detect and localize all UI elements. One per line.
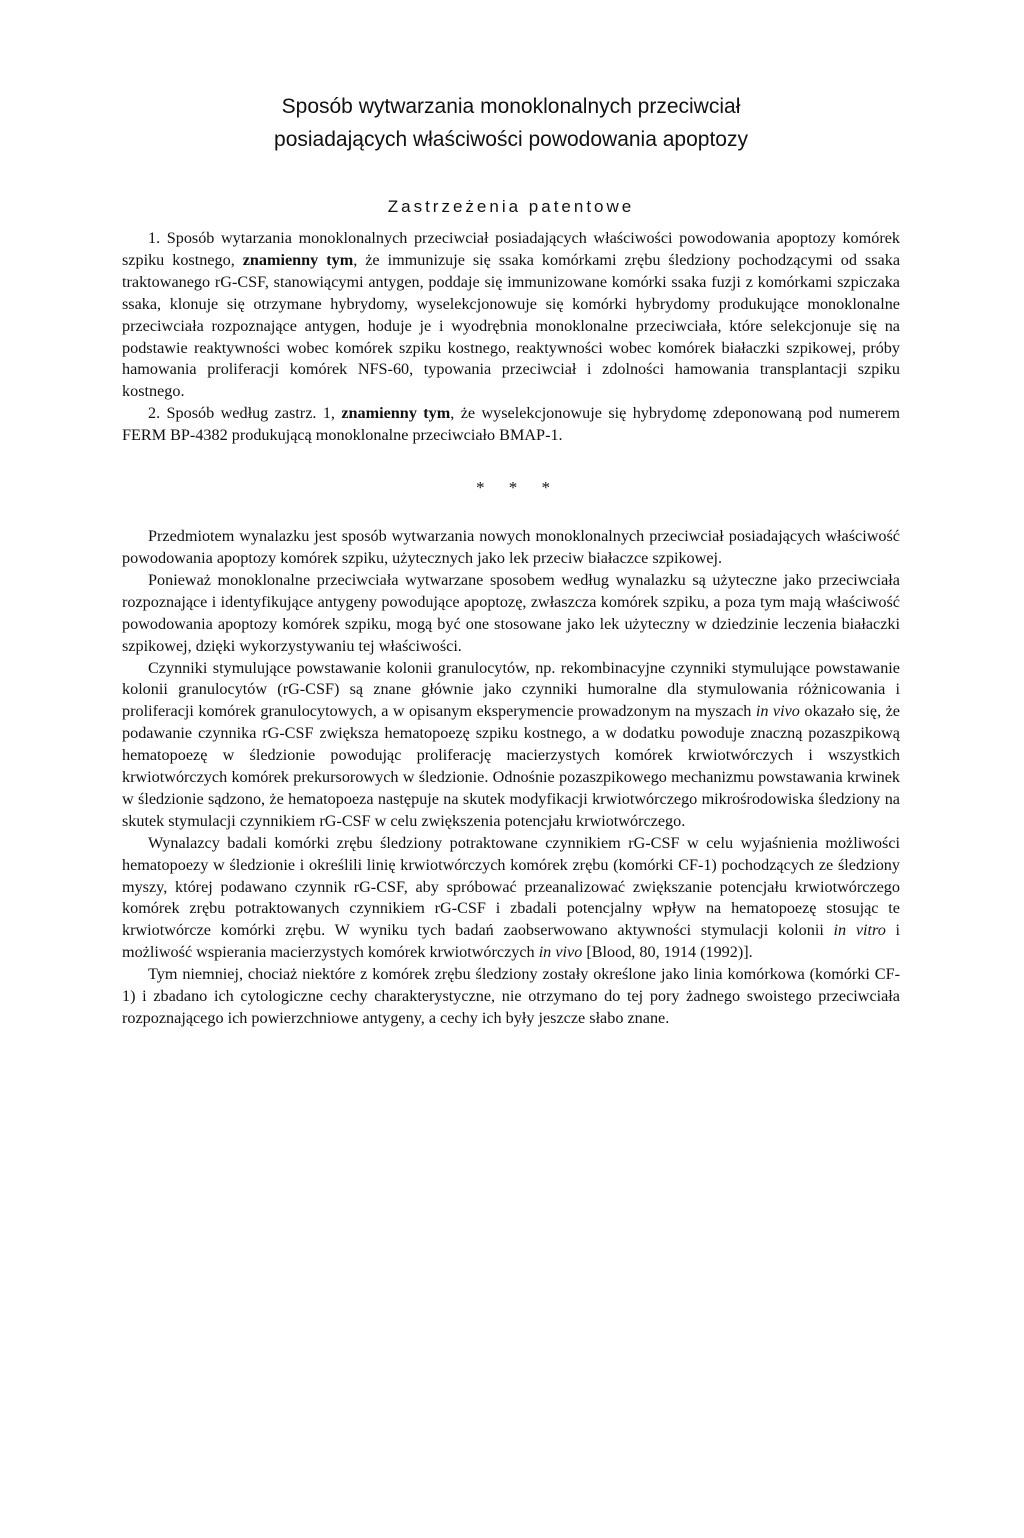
- paragraph-4-italic-term-2: in vivo: [538, 943, 583, 962]
- document-title: [122, 90, 900, 156]
- claim-1-text-end: , że immunizuje się ssaka komórkami zrębu śledziony pochodzącymi od ssaka traktowanego rG-CSF, stanowiącymi antygen, poddaje się immunizowane komórki ssaka fuzji z komórkami szpiczaka ssaka, klonuje się otrzymane hybrydomy, wyselekcjonowuje się komórki hybrydomy produkujące monoklonalne przeciwciała rozpoznające antygen, hoduje je i wyodrębnia monoklonalne przeciwciała, które selekcjonuje się na podstawie reaktywności wobec komórek szpiku kostnego, reaktywności wobec komórek białaczki szpikowej, próby hamowania proliferacji komórek NFS-60, typowania przeciwciał i zdolności hamowania transplantacji szpiku kostnego.: [122, 250, 901, 401]
- paragraph-4-text-b: i możliwość wspierania macierzystych komórek krwiotwórczych: [122, 921, 900, 962]
- claim-2-text-start: 2. Sposób według zastrz. 1,: [148, 404, 342, 423]
- paragraph-4-text-c: [Blood, 80, 1914 (1992)].: [582, 943, 753, 962]
- section-heading: Zastrzeżenia patentowe: [387, 197, 635, 216]
- description-paragraph-3: [122, 658, 900, 833]
- description-paragraph-2: Ponieważ monoklonalne przeciwciała wytwarzane sposobem według wynalazku są użyteczne jako przeciwciała rozpoznające i identyfikujące antygeny powodujące apoptozę, zwłaszcza komórek szpiku, a poza tym mają właściwość powodowania apoptozy komórek szpiku, mogą być one stosowane jako lek użyteczny w dziedzinie leczenia białaczki szpikowej, dzięki wykorzystywaniu tej właściwości.: [122, 570, 900, 655]
- description-paragraph-1: Przedmiotem wynalazku jest sposób wytwarzania nowych monoklonalnych przeciwciał posiadających właściwość powodowania apoptozy komórek szpiku, użytecznych jako lek przeciw białaczce szpikowej.: [122, 527, 900, 567]
- description-section: [122, 526, 900, 1030]
- claim-2-text-end: , że wyselekcjonowuje się hybrydomę zdeponowaną pod numerem FERM BP-4382 produkującą monoklonalne przeciwciało BMAP-1.: [122, 404, 900, 445]
- claim-1-characterizing-phrase: znamienny tym: [242, 250, 354, 269]
- claim-2-characterizing-phrase: znamienny tym: [341, 404, 451, 423]
- title-line-2: posiadających właściwości powodowania apoptozy: [274, 128, 748, 151]
- paragraph-4-text-a: Wynalazcy badali komórki zrębu śledziony potraktowane czynnikiem rG-CSF w celu wyjaśnienia możliwości hematopoezy w śledzionie i określili linię krwiotwórczych komórek zrębu (komórki CF-1) pochodzących ze śledziony myszy, której podawano czynnik rG-CSF, aby spróbować przeanalizować zwiększanie potencjału krwiotwórczego komórek zrębu potraktowanych czynnikiem rG-CSF i zbadali potencjalny wpływ na hematopoezę stosując te krwiotwórcze komórki zrębu. W wyniku tych badań zaobserwowano aktywności stymulacji kolonii: [122, 833, 900, 940]
- description-paragraph-4: [122, 833, 900, 964]
- claim-2: [122, 403, 900, 447]
- claim-1-text-start: 1. Sposób wytarzania monoklonalnych przeciwciał posiadających właściwości powodowania apoptozy komórek szpiku kostnego,: [122, 229, 900, 269]
- asterisk-separator: * * *: [476, 478, 560, 498]
- claims-section: [122, 228, 900, 447]
- paragraph-3-text-b: okazało się, że podawanie czynnika rG-CSF zwiększa hematopoezę szpiku kostnego, a w dodatku powoduje znaczną pozaszpikową hematopoezę w śledzionie powodując proliferację macierzystych komórek krwiotwórczych i wszystkich krwiotwórczych komórek prekursorowych w śledzionie. Odnośnie pozaszpikowego mechanizmu powstawania krwinek w śledzionie sądzono, że hematopoeza następuje na skutek modyfikacji krwiotwórczego mikrośrodowiska śledziony na skutek stymulacji czynnikiem rG-CSF w celu zwiększenia potencjału krwiotwórczego.: [122, 702, 900, 830]
- paragraph-3-italic-term: in vivo: [755, 702, 800, 721]
- claim-1: [122, 228, 900, 403]
- description-paragraph-5: Tym niemniej, chociaż niektóre z komórek zrębu śledziony zostały określone jako linia komórkowa (komórki CF-1) i zbadano ich cytologiczne cechy charakterystyczne, nie otrzymano do tej pory żadnego swoistego przeciwciała rozpoznającego ich powierzchniowe antygeny, a cechy ich były jeszcze słabo znane.: [122, 965, 900, 1027]
- paragraph-3-text-a: Czynniki stymulujące powstawanie kolonii granulocytów, np. rekombinacyjne czynniki stymulujące powstawanie kolonii granulocytów (rG-CSF) są znane głównie jako czynniki humoralne dla stymulowania różnicowania i proliferacji komórek granulocytowych, a w opisanym eksperymencie prowadzonym na myszach: [122, 658, 900, 721]
- paragraph-4-italic-term-1: in vitro: [833, 921, 886, 940]
- title-line-1: Sposób wytwarzania monoklonalnych przeciwciał: [281, 95, 741, 118]
- document-page: [0, 90, 1024, 1538]
